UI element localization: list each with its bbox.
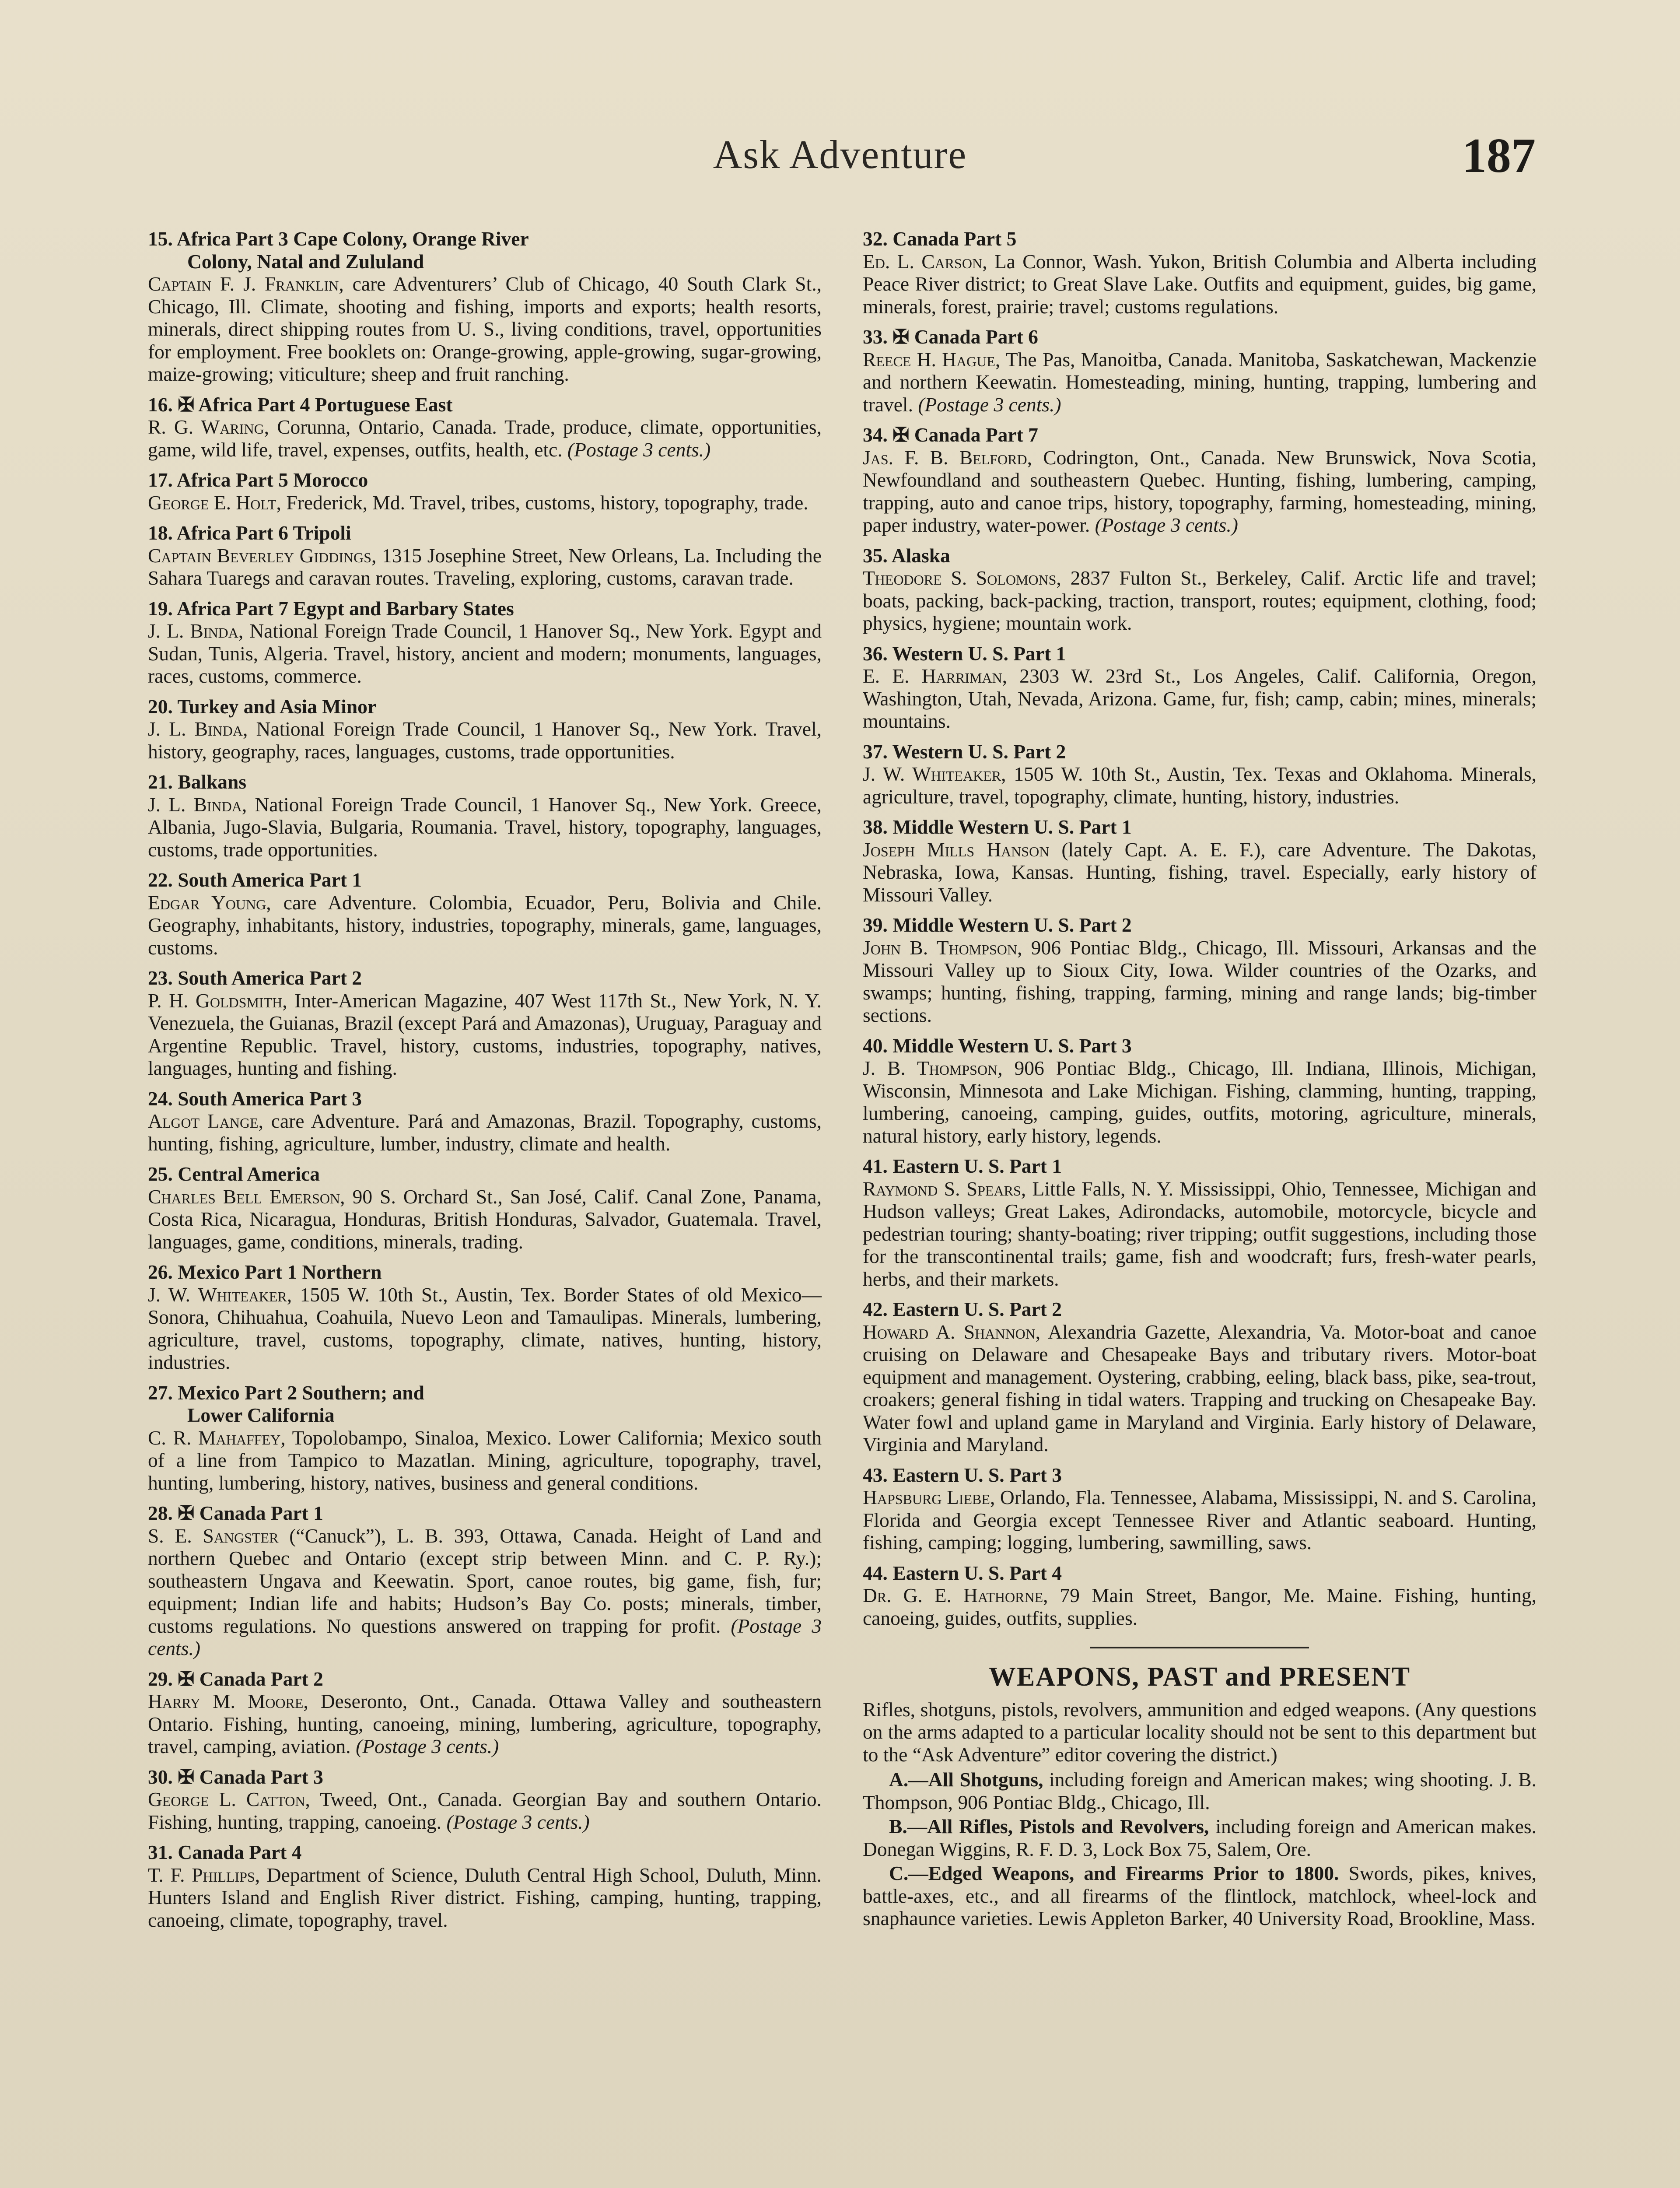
editor-name: Edgar Young, [148, 891, 271, 914]
editor-name: Harry M. Moore, [148, 1690, 308, 1712]
weapons-section-title: WEAPONS, PAST and PRESENT [988, 1662, 1411, 1692]
directory-entry [148, 1502, 822, 1660]
editor-name: Ed. L. Carson, [863, 250, 987, 273]
entry-heading [148, 771, 822, 793]
entry-title: Mexico Part 1 Northern [178, 1261, 382, 1283]
cross-icon: ✠ [178, 1765, 195, 1788]
entry-title: Canada Part 1 [199, 1502, 323, 1524]
entry-title: Africa Part 6 Tripoli [176, 522, 351, 544]
entry-heading [863, 326, 1536, 348]
postage-note: (Postage 3 cents.) [1095, 514, 1238, 536]
entry-description: National Foreign Trade Council, 1 Hanover Sq., New York. Travel, history, geography, races, languages, customs, trade opportunities. [148, 718, 822, 763]
entry-description: 906 Pontiac Bldg., Chicago, Ill. Indiana, Illinois, Michigan, Wisconsin, Minnesota and Lake Michigan. Fishing, clamming, hunting, trapping, lumbering, canoeing, camping, guides, outfits, motoring, agriculture, minerals, natural history, early history, legends. [863, 1057, 1536, 1147]
entry-number: 39. [863, 914, 888, 936]
editor-name: Reece H. Hague, [863, 348, 1001, 371]
cross-icon: ✠ [178, 1667, 195, 1690]
entry-heading [863, 914, 1536, 936]
entry-title: South America Part 1 [178, 869, 362, 891]
entry-body [148, 491, 822, 514]
entry-number: 15. [148, 228, 173, 250]
entry-number: 19. [148, 597, 173, 620]
entry-description: Department of Science, Duluth Central High School, Duluth, Minn. Hunters Island and English River district. Fishing, camping, hunting, trapping, canoeing, climate, topography, travel. [148, 1863, 822, 1931]
entry-body [863, 1321, 1536, 1456]
entry-body [148, 1525, 822, 1660]
running-head: Ask Adventure [713, 132, 967, 177]
entry-number: 24. [148, 1087, 173, 1110]
weapons-item-text: including foreign and American makes; wing shooting. J. B. Thompson, 906 Pontiac Bldg., Chicago, Ill. [863, 1768, 1536, 1813]
weapons-item [863, 1768, 1536, 1813]
entry-body [148, 273, 822, 386]
directory-entry [148, 1087, 822, 1155]
directory-entry [863, 1562, 1536, 1630]
weapons-item-text: Swords, pikes, knives, battle-axes, etc., and all firearms of the flintlock, matchlock, wheel-lock and snaphaunce varieties. Lewis Appleton Barker, 40 University Road, Brookline, Mass. [863, 1862, 1536, 1929]
entry-heading [148, 393, 822, 416]
entry-number: 37. [863, 740, 888, 763]
entry-title: Balkans [178, 771, 247, 793]
entry-number: 22. [148, 869, 173, 891]
entry-body [863, 936, 1536, 1027]
entry-number: 16. [148, 393, 173, 416]
entry-body [863, 250, 1536, 318]
directory-entry [148, 695, 822, 763]
entry-heading [863, 1464, 1536, 1487]
entry-body [148, 1427, 822, 1494]
entry-title: Middle Western U. S. Part 3 [892, 1034, 1132, 1057]
entry-heading [863, 1155, 1536, 1178]
directory-entry [148, 522, 822, 589]
postage-note: (Postage 3 cents.) [446, 1810, 590, 1833]
entry-heading [148, 1502, 822, 1525]
editor-name: Hapsburg Liebe, [863, 1486, 995, 1508]
directory-entry [863, 740, 1536, 808]
entry-description: Topolobampo, Sinaloa, Mexico. Lower California; Mexico south of a line from Tampico to Mazatlan. Mining, agriculture, topography, travel, hunting, lumbering, history, natives, business and general conditions. [148, 1426, 822, 1494]
entry-description: Codrington, Ont., Canada. New Brunswick, Nova Scotia, Newfoundland and southeastern Quebec. Hunting, fishing, lumbering, camping, trapping, auto and canoe trips, history, topography, farming, homesteading, mining, paper industry, water-power. [863, 446, 1536, 536]
entry-title: Central America [178, 1163, 320, 1185]
entry-description: 1505 W. 10th St., Austin, Tex. Border States of old Mexico—Sonora, Chihuahua, Coahuila, Nuevo Leon and Tamaulipas. Minerals, lumbering, agriculture, travel, customs, topography, climate, natives, hunting, history, industries. [148, 1283, 822, 1373]
entry-number: 17. [148, 469, 173, 491]
editor-name: J. L. Binda, [148, 620, 244, 642]
directory-entry [148, 228, 822, 386]
editor-name: Dr. G. E. Hathorne, [863, 1584, 1048, 1606]
entry-title: Alaska [891, 544, 950, 567]
entry-body [863, 763, 1536, 808]
entry-number: 21. [148, 771, 173, 793]
entry-body [148, 1788, 822, 1833]
entry-body [148, 544, 822, 589]
directory-entry [148, 967, 822, 1080]
entry-body [863, 838, 1536, 906]
editor-name: S. E. Sangster [148, 1524, 279, 1547]
entry-number: 34. [863, 424, 888, 446]
entry-heading [148, 597, 822, 620]
editor-name: J. W. Whiteaker, [863, 763, 1006, 785]
entry-body [863, 665, 1536, 733]
entry-description: Inter-American Magazine, 407 West 117th St., New York, N. Y. Venezuela, the Guianas, Brazil (except Pará and Amazonas), Uruguay, Paraguay and Argentine Republic. Travel, history, customs, industries, topography, natives, languages, hunting and fishing. [148, 989, 822, 1079]
entry-number: 20. [148, 695, 173, 718]
entry-body [863, 348, 1536, 416]
entry-body [148, 793, 822, 861]
entry-heading [863, 1034, 1536, 1057]
weapons-intro: Rifles, shotguns, pistols, revolvers, ammunition and edged weapons. (Any questions on the arms adapted to a particular locality should not be sent to this department but to the “Ask Adventure” editor covering the district.) [863, 1698, 1536, 1766]
entry-body [148, 989, 822, 1080]
entry-number: 28. [148, 1502, 173, 1524]
entry-description: 2303 W. 23rd St., Los Angeles, Calif. California, Oregon, Washington, Utah, Nevada, Arizona. Game, fur, fish; camp, cabin; mines, minerals; mountains. [863, 665, 1536, 732]
entry-description: The Pas, Manoitba, Canada. Manitoba, Saskatchewan, Mackenzie and northern Keewatin. Homesteading, mining, hunting, trapping, lumbering and travel. [863, 348, 1536, 416]
editor-name: George E. Holt, [148, 491, 281, 514]
entry-title: South America Part 2 [178, 967, 362, 989]
directory-entry [148, 771, 822, 861]
entry-title-continued: Colony, Natal and Zululand [187, 250, 424, 273]
editor-name: J. B. Thompson, [863, 1057, 1003, 1079]
weapons-item-label: B.—All Rifles, Pistols and Revolvers, [889, 1815, 1209, 1837]
directory-entry [148, 1261, 822, 1374]
entry-title: Canada Part 7 [914, 424, 1038, 446]
entry-description: Little Falls, N. Y. Mississippi, Ohio, Tennessee, Michigan and Hudson valleys; Great Lakes, Adirondacks, automobile, motorcycle, bicycle and pedestrian touring; shanty-boating; river tripping; outfit suggestions, including those for the transcontinental trails; game, fish and woodcraft; furs, fresh-water pearls, herbs, and their markets. [863, 1177, 1536, 1290]
entry-title: Africa Part 4 Portuguese East [198, 393, 453, 416]
editor-name: Captain F. J. Franklin, [148, 273, 344, 295]
entry-title: Eastern U. S. Part 4 [892, 1561, 1062, 1584]
entry-description: National Foreign Trade Council, 1 Hanover Sq., New York. Greece, Albania, Jugo-Slavia, Bulgaria, Roumania. Travel, history, topography, languages, customs, trade opportunities. [148, 793, 822, 861]
directory-entry [863, 228, 1536, 318]
directory-entry [863, 1034, 1536, 1147]
entry-description: Tweed, Ont., Canada. Georgian Bay and southern Ontario. Fishing, hunting, trapping, canoeing. [148, 1788, 822, 1833]
entry-heading [863, 228, 1536, 250]
entry-title: Canada Part 4 [178, 1841, 302, 1863]
editor-name: C. R. Mahaffey, [148, 1426, 286, 1449]
entry-number: 33. [863, 326, 888, 348]
entry-heading [148, 869, 822, 891]
editor-name: Howard A. Shannon, [863, 1320, 1041, 1343]
entry-body [148, 416, 822, 461]
entry-number: 25. [148, 1163, 173, 1185]
entry-heading [863, 816, 1536, 838]
weapons-item [863, 1862, 1536, 1930]
entry-title: Eastern U. S. Part 2 [892, 1298, 1062, 1320]
entry-heading [148, 522, 822, 544]
entry-number: 44. [863, 1561, 888, 1584]
editor-name: P. H. Goldsmith, [148, 989, 287, 1012]
entry-body [148, 891, 822, 959]
entry-body [863, 1584, 1536, 1629]
entry-heading [863, 544, 1536, 567]
directory-entry [863, 544, 1536, 635]
entry-body [863, 446, 1536, 536]
editor-name: R. G. Waring, [148, 416, 270, 438]
entry-description: 2837 Fulton St., Berkeley, Calif. Arctic life and travel; boats, packing, back-packing, traction, transport, routes; equipment, clothing, food; physics, hygiene; mountain work. [863, 567, 1537, 634]
entry-description: National Foreign Trade Council, 1 Hanover Sq., New York. Egypt and Sudan, Tunis, Algeria. Travel, history, ancient and modern; monuments, languages, races, customs, commerce. [148, 620, 822, 687]
directory-entry [863, 424, 1536, 536]
entry-number: 32. [863, 228, 888, 250]
entry-title: Western U. S. Part 1 [892, 642, 1066, 665]
entry-number: 29. [148, 1667, 173, 1690]
entry-heading [863, 642, 1536, 665]
cross-icon: ✠ [178, 1502, 195, 1524]
directory-entry [148, 1841, 822, 1931]
entry-description: care Adventure. Colombia, Ecuador, Peru, Bolivia and Chile. Geography, inhabitants, history, industries, topography, minerals, game, languages, customs. [148, 891, 822, 959]
editor-name: E. E. Harriman, [863, 665, 1007, 687]
right-column [863, 228, 1536, 1932]
entry-heading [863, 424, 1536, 446]
entry-heading [148, 1841, 822, 1864]
entry-number: 38. [863, 816, 888, 838]
directory-entry [863, 642, 1536, 733]
entry-title: Canada Part 5 [892, 228, 1017, 250]
directory-entry [863, 1155, 1536, 1290]
entry-description: 90 S. Orchard St., San José, Calif. Canal Zone, Panama, Costa Rica, Nicaragua, Honduras, British Honduras, Salvador, Guatemala. Travel, languages, game, conditions, minerals, trading. [148, 1185, 822, 1253]
entry-number: 35. [863, 544, 888, 567]
entry-heading [863, 1298, 1536, 1321]
entry-description: Corunna, Ontario, Canada. Trade, produce, climate, opportunities, game, wild life, travel, expenses, outfits, health, etc. [148, 416, 822, 461]
weapons-item-text: including foreign and American makes. Donegan Wiggins, R. F. D. 3, Lock Box 75, Salem, Ore. [863, 1815, 1536, 1860]
editor-name: Charles Bell Emerson, [148, 1185, 345, 1208]
entry-heading [148, 1382, 822, 1427]
entry-title: Western U. S. Part 2 [892, 740, 1066, 763]
entry-title: Eastern U. S. Part 1 [892, 1155, 1062, 1177]
directory-entry [863, 1464, 1536, 1554]
entry-title: Canada Part 6 [914, 326, 1038, 348]
entry-number: 41. [863, 1155, 888, 1177]
entry-title: Eastern U. S. Part 3 [892, 1463, 1062, 1486]
entry-title: Middle Western U. S. Part 1 [892, 816, 1132, 838]
entry-body [148, 1110, 822, 1155]
entry-heading [148, 1668, 822, 1690]
directory-entry [148, 1163, 822, 1253]
entry-description: Orlando, Fla. Tennessee, Alabama, Mississippi, N. and S. Carolina, Florida and Georgia except Tennessee River and Atlantic seaboard. Hunting, fishing, camping; logging, lumbering, sawmilling, saws. [863, 1486, 1536, 1553]
right-column-entries [863, 228, 1536, 1629]
entry-number: 42. [863, 1298, 888, 1320]
entry-description: 906 Pontiac Bldg., Chicago, Ill. Missouri, Arkansas and the Missouri Valley up to Sioux City, Iowa. Wilder countries of the Ozarks, and swamps; hunting, fishing, trapping, farming, mining and range lands; big-timber sections. [863, 936, 1537, 1026]
entry-heading [148, 1261, 822, 1283]
entry-title-continued: Lower California [187, 1404, 335, 1426]
entry-title: South America Part 3 [178, 1087, 362, 1110]
entry-description: 1315 Josephine Street, New Orleans, La. Including the Sahara Tuaregs and caravan routes. Traveling, exploring, customs, caravan trade. [148, 544, 822, 589]
directory-entry [148, 597, 822, 687]
cross-icon: ✠ [892, 326, 910, 348]
weapons-item-label: C.—Edged Weapons, and Firearms Prior to 1800. [889, 1862, 1339, 1884]
entry-title: Canada Part 2 [199, 1667, 323, 1690]
directory-entry [863, 816, 1536, 906]
weapons-item [863, 1815, 1536, 1860]
directory-entry [148, 469, 822, 514]
entry-heading [148, 695, 822, 718]
entry-description: Frederick, Md. Travel, tribes, customs, history, topography, trade. [281, 491, 808, 514]
weapons-list [863, 1768, 1536, 1930]
entry-body [148, 1690, 822, 1758]
editor-name: J. L. Binda, [148, 793, 247, 816]
postage-note: (Postage 3 cents.) [356, 1735, 499, 1757]
editor-name: J. W. Whiteaker, [148, 1283, 292, 1306]
directory-entry [148, 393, 822, 461]
postage-note: (Postage 3 cents.) [148, 1614, 822, 1659]
directory-entry [148, 1766, 822, 1834]
entry-number: 31. [148, 1841, 173, 1863]
page-number: 187 [1462, 129, 1536, 183]
entry-description: (lately Capt. A. E. F.), care Adventure. The Dakotas, Nebraska, Iowa, Kansas. Hunting, fishing, travel. Especially, early history of Missouri Valley. [863, 838, 1536, 906]
editor-name: Algot Lange, [148, 1110, 263, 1132]
directory-entry [863, 326, 1536, 416]
directory-entry [148, 1668, 822, 1758]
entry-heading [863, 740, 1536, 763]
entry-body [148, 620, 822, 687]
entry-description: 1505 W. 10th St., Austin, Tex. Texas and Oklahoma. Minerals, agriculture, travel, topography, climate, hunting, history, industries. [863, 763, 1537, 808]
entry-heading [148, 1163, 822, 1185]
entry-number: 26. [148, 1261, 173, 1283]
postage-note: (Postage 3 cents.) [567, 438, 711, 461]
entry-body [863, 1178, 1536, 1290]
entry-number: 40. [863, 1034, 888, 1057]
entry-description: care Adventurers’ Club of Chicago, 40 South Clark St., Chicago, Ill. Climate, shooting and fishing, imports and exports; health resorts, minerals, direct shipping routes from U. S., living conditions, travel, opportunities for employment. Free booklets on: Orange-growing, apple-growing, sugar-growing, maize-growing; viticulture; sheep and fruit ranching. [148, 273, 822, 385]
editor-name: Joseph Mills Hanson [863, 838, 1050, 861]
entry-heading [148, 228, 822, 273]
entry-description: Deseronto, Ont., Canada. Ottawa Valley and southeastern Ontario. Fishing, hunting, canoeing, mining, lumbering, agriculture, topography, travel, camping, aviation. [148, 1690, 822, 1757]
entry-body [148, 1864, 822, 1932]
cross-icon: ✠ [892, 424, 910, 446]
entry-number: 27. [148, 1381, 173, 1404]
entry-body [863, 1486, 1536, 1554]
editor-name: T. F. Phillips, [148, 1863, 260, 1886]
entry-heading [148, 1766, 822, 1788]
postage-note: (Postage 3 cents.) [918, 393, 1061, 416]
entry-heading [148, 469, 822, 491]
entry-description: La Connor, Wash. Yukon, British Columbia and Alberta including Peace River district; to Great Slave Lake. Outfits and equipment, guides, big game, minerals, forest, prairie; travel; customs regulations. [863, 250, 1536, 318]
entry-title: Mexico Part 2 Southern; and [178, 1381, 424, 1404]
editor-name: J. L. Binda, [148, 718, 248, 740]
entry-body [863, 1057, 1536, 1147]
editor-name: Captain Beverley Giddings, [148, 544, 377, 567]
entry-body [148, 1185, 822, 1253]
entry-title: Africa Part 3 Cape Colony, Orange River [176, 228, 529, 250]
directory-entry [863, 914, 1536, 1027]
directory-entry [148, 869, 822, 959]
entry-body [148, 1283, 822, 1374]
directory-entry [863, 1298, 1536, 1456]
entry-number: 18. [148, 522, 173, 544]
weapons-item-label: A.—All Shotguns, [889, 1768, 1043, 1791]
entry-heading [863, 1562, 1536, 1585]
entry-body [148, 718, 822, 763]
cross-icon: ✠ [178, 393, 195, 416]
left-column [148, 228, 822, 1939]
entry-number: 30. [148, 1765, 173, 1788]
entry-description: care Adventure. Pará and Amazonas, Brazil. Topography, customs, hunting, fishing, agriculture, lumber, industry, climate and health. [148, 1110, 822, 1155]
entry-title: Canada Part 3 [199, 1765, 323, 1788]
entry-number: 43. [863, 1463, 888, 1486]
entry-heading [148, 1087, 822, 1110]
entry-description: 79 Main Street, Bangor, Me. Maine. Fishing, hunting, canoeing, guides, outfits, supplies. [863, 1584, 1536, 1629]
editor-name: Jas. F. B. Belford, [863, 446, 1032, 469]
editor-name: Raymond S. Spears, [863, 1177, 1026, 1200]
entry-title: Africa Part 7 Egypt and Barbary States [176, 597, 514, 620]
entry-number: 23. [148, 967, 173, 989]
editor-name: George L. Catton, [148, 1788, 310, 1810]
entry-description: Alexandria Gazette, Alexandria, Va. Motor-boat and canoe cruising on Delaware and Chesapeake Bays and tributary rivers. Motor-boat equipment and management. Oystering, crabbing, eeling, black bass, pike, sea-trout, croakers; general fishing in tidal waters. Trapping and trucking on Chesapeake Bay. Water fowl and upland game in Maryland and Virginia. Early history of Delaware, Virginia and Maryland. [863, 1320, 1536, 1455]
entry-body [863, 567, 1536, 635]
entry-title: Middle Western U. S. Part 2 [892, 914, 1132, 936]
entry-heading [148, 967, 822, 989]
directory-entry [148, 1382, 822, 1494]
entry-title: Turkey and Asia Minor [177, 695, 377, 718]
editor-name: Theodore S. Solomons, [863, 567, 1061, 589]
editor-name: John B. Thompson, [863, 936, 1022, 959]
entry-description: (“Canuck”), L. B. 393, Ottawa, Canada. Height of Land and northern Quebec and Ontario (except strip between Minn. and C. P. Ry.); southeastern Ungava and Keewatin. Sport, canoe routes, big game, fish, fur; equipment; Indian life and habits; Hudson’s Bay Co. posts; minerals, timber, customs regulations. No questions answered on trapping for profit. [148, 1524, 822, 1637]
section-divider [1090, 1647, 1309, 1648]
entry-number: 36. [863, 642, 888, 665]
entry-title: Africa Part 5 Morocco [176, 469, 368, 491]
